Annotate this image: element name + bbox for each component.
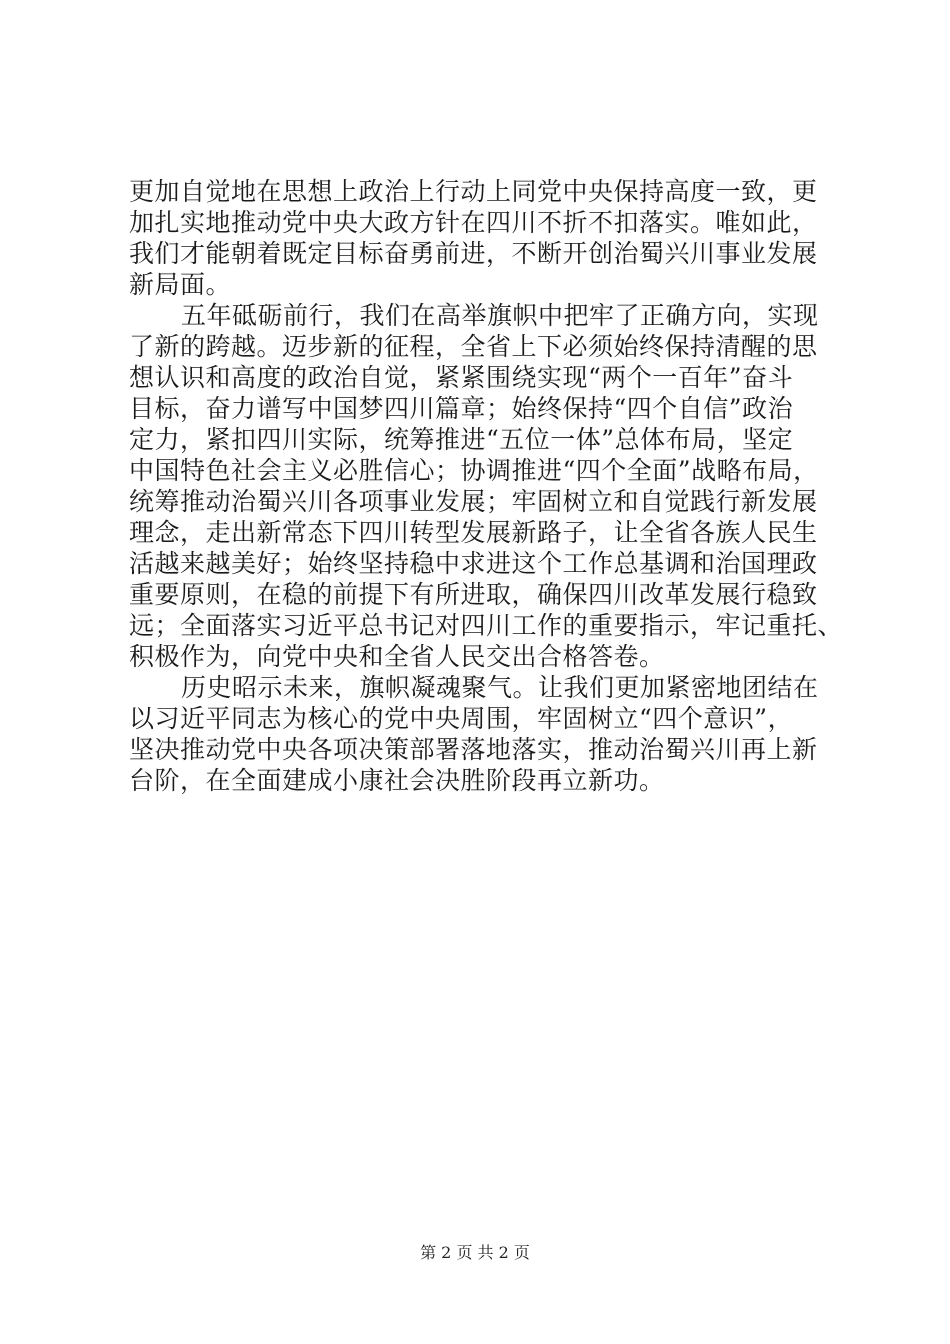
text-line: 五年砥砺前行，我们在高举旗帜中把牢了正确方向，实现 [181,301,819,330]
text-line: 历史昭示未来，旗帜凝魂聚气。让我们更加紧密地团结在 [181,673,819,702]
text-line: 加扎实地推动党中央大政方针在四川不折不扣落实。唯如此， [129,208,818,237]
text-line: 以习近平同志为核心的党中央周围，牢固树立“四个意识”， [129,704,794,733]
text-line: 统筹推动治蜀兴川各项事业发展；牢固树立和自觉践行新发展 [129,487,818,516]
text-line: 坚决推动党中央各项决策部署落地落实，推动治蜀兴川再上新 [129,735,818,764]
text-line: 了新的跨越。迈步新的征程，全省上下必须始终保持清醒的思 [129,332,818,361]
text-line: 我们才能朝着既定目标奋勇前进，不断开创治蜀兴川事业发展 [129,239,818,268]
text-line: 重要原则，在稳的前提下有所进取，确保四川改革发展行稳致 [129,580,818,609]
text-line: 想认识和高度的政治自觉，紧紧围绕实现“两个一百年”奋斗 [129,363,794,392]
text-line: 目标，奋力谱写中国梦四川篇章；始终保持“四个自信”政治 [129,394,794,423]
text-line: 新局面。 [129,270,232,299]
text-line: 定力，紧扣四川实际，统筹推进“五位一体”总体布局，坚定 [129,425,794,454]
paragraph-1 [129,176,859,300]
text-line: 远；全面落实习近平总书记对四川工作的重要指示，牢记重托、 [129,611,844,640]
text-line: 理念，走出新常态下四川转型发展新路子，让全省各族人民生 [129,518,818,547]
page-number-footer: 第 2 页 共 2 页 [420,1243,530,1262]
text-line: 活越来越美好；始终坚持稳中求进这个工作总基调和治国理政 [129,549,818,578]
document-body [129,176,859,796]
text-line: 中国特色社会主义必胜信心；协调推进“四个全面”战略布局， [129,456,819,485]
text-line: 积极作为，向党中央和全省人民交出合格答卷。 [129,642,665,671]
text-line: 更加自觉地在思想上政治上行动上同党中央保持高度一致，更 [129,177,818,206]
paragraph-2 [129,300,859,672]
text-line: 台阶，在全面建成小康社会决胜阶段再立新功。 [129,766,665,795]
paragraph-3 [129,672,859,796]
